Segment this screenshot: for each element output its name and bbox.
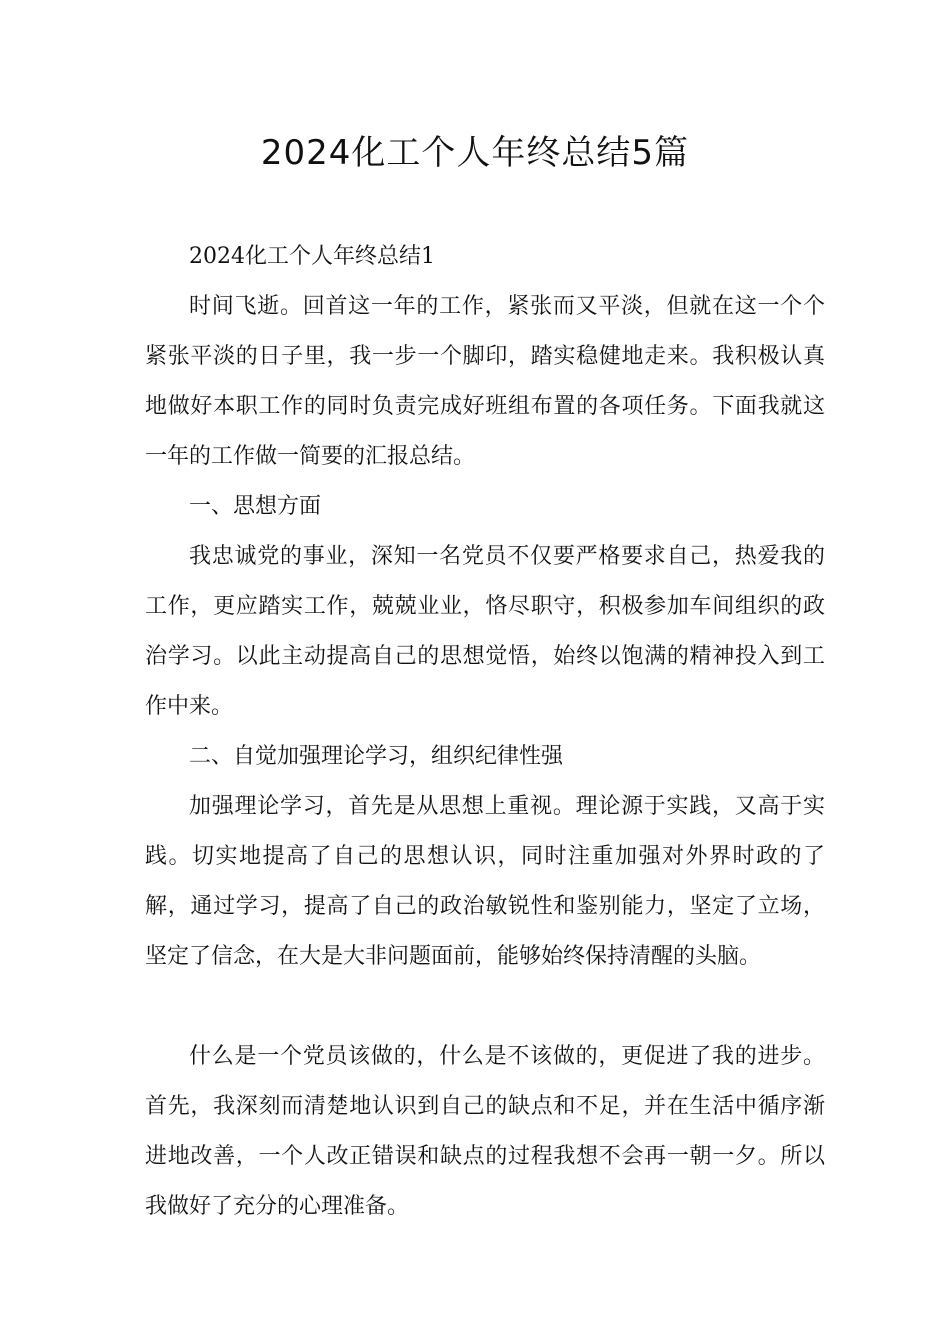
paragraph-thought: 我忠诚党的事业，深知一名党员不仅要严格要求自己，热爱我的工作，更应踏实工作，兢兢业业，恪尽职守，积极参加车间组织的政治学习。以此主动提高自己的思想觉悟，始终以饱满的精神投入到工作中来。 bbox=[145, 544, 825, 719]
paragraph-intro: 时间飞逝。回首这一年的工作，紧张而又平淡，但就在这一个个紧张平淡的日子里，我一步一个脚印，踏实稳健地走来。我积极认真地做好本职工作的同时负责完成好班组布置的各项任务。下面我就这一年的工作做一简要的汇报总结。 bbox=[145, 294, 825, 469]
section-heading-1: 一、思想方面 bbox=[189, 494, 322, 519]
paragraph-progress: 什么是一个党员该做的，什么是不该做的，更促进了我的进步。首先，我深刻而清楚地认识到自己的缺点和不足，并在生活中循序渐进地改善，一个人改正错误和缺点的过程我想不会再一朝一夕。所以我做好了充分的心理准备。 bbox=[145, 1044, 825, 1219]
document-body bbox=[145, 232, 825, 1232]
paragraph-theory: 加强理论学习，首先是从思想上重视。理论源于实践，又高于实践。切实地提高了自己的思想认识，同时注重加强对外界时政的了解，通过学习，提高了自己的政治敏锐性和鉴别能力，坚定了立场，坚定了信念，在大是大非问题面前，能够始终保持清醒的头脑。 bbox=[145, 794, 825, 969]
paragraph-gap bbox=[145, 982, 825, 1032]
section-heading-2: 二、自觉加强理论学习，组织纪律性强 bbox=[189, 744, 564, 769]
document-title: 2024化工个人年终总结5篇 bbox=[260, 133, 690, 173]
section-subtitle: 2024化工个人年终总结1 bbox=[189, 244, 435, 269]
